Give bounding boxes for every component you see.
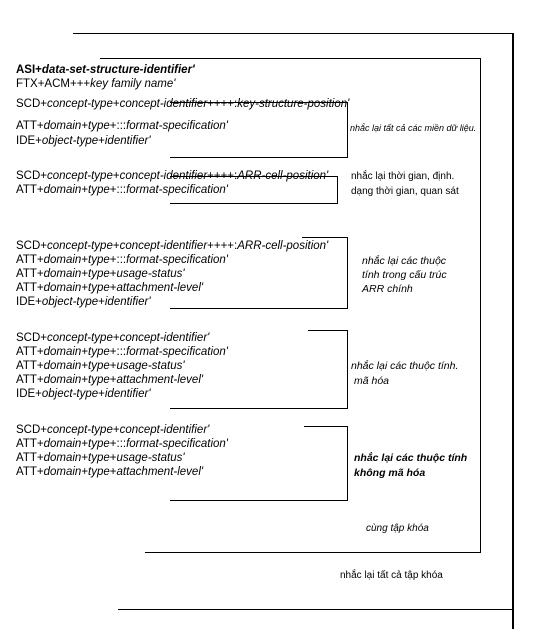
annotation-time-1: nhắc lại thời gian, định.: [351, 171, 455, 182]
bracket-4-bottom: [170, 408, 348, 409]
block2-scd-line: SCD+concept-type+concept-identifier++++:ARR-cell-position': [16, 170, 329, 182]
annotation-coded-2: mã hóa: [354, 375, 390, 387]
block4-att-format-line: ATT+domain+type+:::format-specification': [16, 346, 228, 358]
outer-frame-right: [512, 33, 514, 629]
annotation-same-keyset: cùng tập khóa: [366, 523, 429, 534]
bracket-4-right: [347, 330, 348, 409]
block3-ide-line: IDE+object-type+identifier': [16, 296, 151, 308]
block1-att-line: ATT+domain+type+:::format-specification': [16, 120, 228, 132]
block3-att-format-line: ATT+domain+type+:::format-specification': [16, 254, 228, 266]
annotation-arr-1: nhắc lại các thuộc: [362, 255, 447, 267]
asi-line: ASI+data-set-structure-identifier': [16, 64, 195, 76]
annotation-arr-2: tính trong cấu trúc: [362, 269, 447, 281]
inner-frame-bottom: [145, 552, 481, 553]
block3-scd-line: SCD+concept-type+concept-identifier++++:ARR-cell-position': [16, 240, 329, 252]
annotation-uncoded-2: không mã hóa: [354, 467, 426, 479]
bracket-4-top: [308, 330, 348, 331]
bracket-5-top: [304, 426, 348, 427]
block4-att-usage-line: ATT+domain+type+usage-status': [16, 360, 185, 372]
bracket-1-bottom: [170, 157, 348, 158]
inner-frame-right: [480, 58, 481, 553]
block1-ide-line: IDE+object-type+identifier': [16, 135, 151, 147]
outer-frame-bottom: [118, 609, 514, 610]
outer-frame-top: [73, 33, 514, 34]
block4-scd-line: SCD+concept-type+concept-identifier': [16, 332, 210, 344]
annotation-time-2: dạng thời gian, quan sát: [351, 186, 459, 197]
block5-scd-line: SCD+concept-type+concept-identifier': [16, 424, 210, 436]
annotation-all-keysets: nhắc lại tất cả tập khóa: [340, 570, 443, 581]
block5-att-usage-line: ATT+domain+type+usage-status': [16, 452, 185, 464]
block4-att-attachment-line: ATT+domain+type+attachment-level': [16, 374, 204, 386]
bracket-3-top: [302, 237, 348, 238]
bracket-3-right: [347, 237, 348, 309]
ftx-line: FTX+ACM+++key family name': [16, 78, 176, 90]
block3-att-attachment-line: ATT+domain+type+attachment-level': [16, 282, 204, 294]
inner-frame-top: [100, 58, 481, 59]
annotation-domains: nhắc lại tất cả các miền dữ liệu.: [350, 123, 477, 133]
scd-key-line: SCD+concept-type+concept-identifier++++:key-structure-position': [16, 98, 350, 110]
annotation-uncoded-1: nhắc lại các thuộc tính: [354, 452, 468, 464]
bracket-2-right: [337, 176, 338, 204]
bracket-5-bottom: [170, 500, 348, 501]
block3-att-usage-line: ATT+domain+type+usage-status': [16, 268, 185, 280]
block2-att-line: ATT+domain+type+:::format-specification': [16, 184, 228, 196]
annotation-arr-3: ARR chính: [362, 283, 413, 295]
bracket-2-bottom: [170, 203, 338, 204]
bracket-3-bottom: [170, 308, 348, 309]
block4-ide-line: IDE+object-type+identifier': [16, 388, 151, 400]
bracket-5-right: [347, 426, 348, 501]
annotation-coded-1: nhắc lại các thuộc tính.: [351, 360, 459, 372]
block5-att-attachment-line: ATT+domain+type+attachment-level': [16, 466, 204, 478]
block5-att-format-line: ATT+domain+type+:::format-specification': [16, 438, 228, 450]
